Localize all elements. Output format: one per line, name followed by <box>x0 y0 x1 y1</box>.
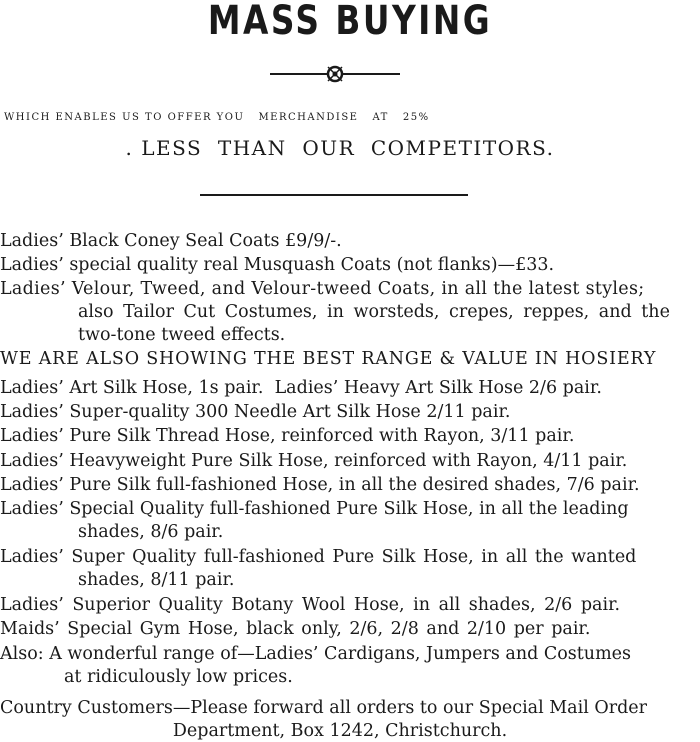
hosiery-line: Ladies’ Heavyweight Pure Silk Hose, reinforced with Rayon, 4/11 pair. <box>0 451 628 471</box>
hosiery-line: shades, 8/6 pair. <box>78 522 224 542</box>
hosiery-line: Ladies’ Art Silk Hose, 1s pair. Ladies’ Heavy Art Silk Hose 2/6 pair. <box>0 378 602 398</box>
coats-line: Ladies’ Black Coney Seal Coats £9/9/-. <box>0 231 342 251</box>
hosiery-line: Ladies’ Pure Silk full-fashioned Hose, in all the desired shades, 7/6 pair. <box>0 475 640 495</box>
hosiery-line: Ladies’ Special Quality full-fashioned Pure Silk Hose, in all the leading <box>0 499 629 519</box>
hosiery-line: Ladies’ Super-quality 300 Needle Art Silk Hose 2/11 pair. <box>0 402 511 422</box>
divider-rule <box>200 194 468 196</box>
ornament-divider-icon <box>270 62 400 84</box>
subhead-line-2: . LESS THAN OUR COMPETITORS. <box>125 136 555 160</box>
hosiery-line: at ridiculously low prices. <box>64 667 293 687</box>
footer-line-1: Country Customers—Please forward all orders to our Special Mail Order <box>0 698 648 718</box>
hosiery-line: Ladies’ Superior Quality Botany Wool Hose, in all shades, 2/6 pair. <box>0 595 621 615</box>
footer-line-2: Department, Box 1242, Christchurch. <box>172 721 508 741</box>
headline: MASS BUYING <box>207 0 493 44</box>
hosiery-line: Ladies’ Super Quality full-fashioned Pure Silk Hose, in all the wanted <box>0 547 637 567</box>
hosiery-line: Also: A wonderful range of—Ladies’ Cardigans, Jumpers and Costumes <box>0 644 632 664</box>
hosiery-heading: WE ARE ALSO SHOWING THE BEST RANGE & VALUE IN HOSIERY <box>0 349 657 369</box>
subhead-line-1: WHICH ENABLES US TO OFFER YOU MERCHANDISE AT 25% <box>4 112 430 123</box>
coats-line: also Tailor Cut Costumes, in worsteds, crepes, reppes, and the <box>78 302 670 322</box>
hosiery-line: shades, 8/11 pair. <box>78 570 235 590</box>
hosiery-line: Ladies’ Pure Silk Thread Hose, reinforced with Rayon, 3/11 pair. <box>0 426 575 446</box>
coats-line: Ladies’ special quality real Musquash Coats (not flanks)—£33. <box>0 255 555 275</box>
hosiery-line: Maids’ Special Gym Hose, black only, 2/6, 2/8 and 2/10 per pair. <box>0 619 591 639</box>
coats-line: two-tone tweed effects. <box>78 325 286 345</box>
coats-line: Ladies’ Velour, Tweed, and Velour-tweed Coats, in all the latest styles; <box>0 279 645 299</box>
